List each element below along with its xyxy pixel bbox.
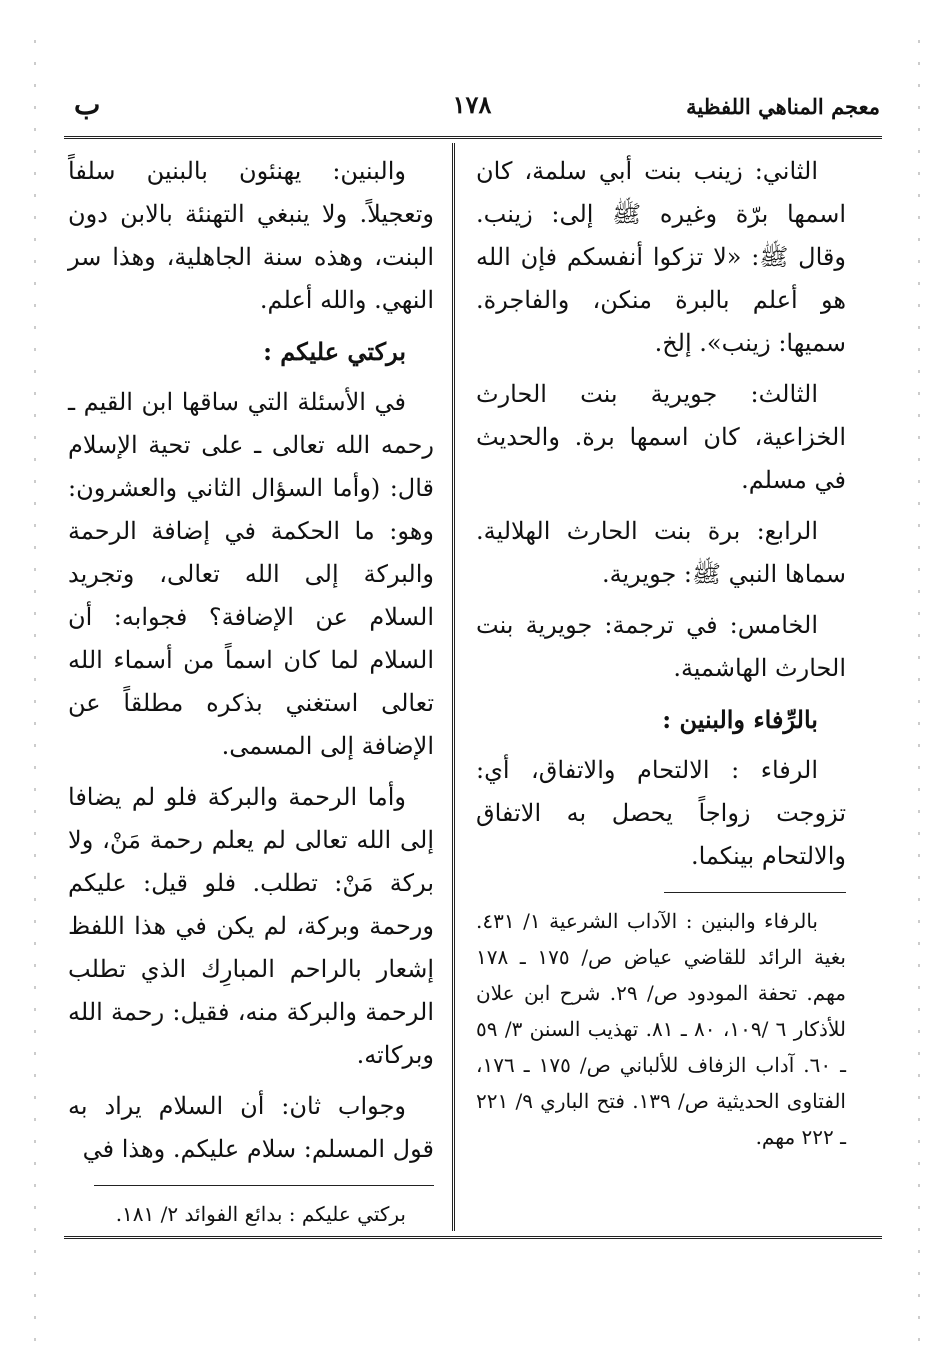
paragraph: وجواب ثان: أن السلام يراد به قول المسلم: سلام عليكم. وهذا في [68,1092,434,1163]
left-column [68,150,434,1232]
header-double-rule [64,136,882,142]
footnote-separator [94,1185,434,1186]
section-letter: ب [74,88,101,121]
footer-double-rule [64,1236,882,1242]
paragraph: الثالث: جويرية بنت الحارث الخزاعية، كان اسمها برة. والحديث في مسلم. [476,380,846,494]
footnote-text: بالرفاء والبنين : الآداب الشرعية ١/ ٤٣١. بغية الرائد للقاضي عياض ص/ ١٧٥ ـ ١٧٨ مهم. تحفة المودود ص/ ٢٩. شرح ابن علان للأذكار ٦ /١٠٩، ٨٠ ـ ٨١. تهذيب السنن ٣/ ٥٩ ـ ٦٠. آداب الزفاف للألباني ص/ ١٧٥ ـ ١٧٦، الفتاوى الحديثية ص/ ١٣٩. فتح الباري ٩/ ٢٢١ ـ ٢٢٢ مهم. [476,909,847,1149]
scan-margin-dots-right [918,40,920,1342]
footnote-text: بركتي عليكم : بدائع الفوائد ٢/ ١٨١. [115,1202,406,1226]
paragraph: الرفاء : الالتحام والاتفاق، أي: تزوجت زواجاً يحصل به الاتفاق والالتحام بينكما. [476,756,846,870]
page-number: ١٧٨ [452,90,492,119]
footnote [476,903,846,1155]
footnote [68,1196,434,1232]
running-title: معجم المناهي اللفظية [686,94,880,119]
footnote-separator [664,892,846,893]
paragraph: وأما الرحمة والبركة فلو لم يضافا إلى الله تعالى لم يعلم رحمة مَنْ، ولا بركة مَنْ: تطلب. فلو قيل: عليكم ورحمة وبركة، لم يكن في هذا اللفظ إشعار بالراحم المبارِك الذي تطلب الرحمة والبركة منه، فقيل: رحمة الله وبركاته. [68,783,434,1069]
scan-margin-dots-left [34,40,36,1342]
column-divider [452,143,455,1231]
right-column [476,150,846,1155]
entry-heading: بركتي عليكم : [263,337,406,366]
entry-heading: بالرِّفاء والبنين : [662,705,818,734]
paragraph: الثاني: زينب بنت أبي سلمة، كان اسمها برّة وغيره ﷺ إلى: زينب. وقال ﷺ: «لا تزكوا أنفسكم فإن الله هو أعلم بالبرة منكن، والفاجرة. سميها: زينب». إلخ. [476,157,846,357]
page-header [60,84,884,134]
paragraph: الرابع: برة بنت الحارث الهلالية. سماها النبي ﷺ: جويرية. [476,517,846,588]
paragraph: الخامس: في ترجمة: جويرية بنت الحارث الهاشمية. [476,611,846,682]
paragraph: والبنين: يهنئون بالبنين سلفاً وتعجيلاً. ولا ينبغي التهنئة بالابن دون البنت، وهذه سنة الجاهلية، وهذا سر النهي. والله أعلم. [68,157,434,314]
paragraph: في الأسئلة التي ساقها ابن القيم ـ رحمه الله تعالى ـ على تحية الإسلام قال: (وأما السؤال الثاني والعشرون: وهو: ما الحكمة في إضافة الرحمة والبركة إلى الله تعالى، وتجريد السلام عن الإضافة؟ فجوابه: أن السلام لما كان اسماً من أسماء الله تعالى استغني بذكره مطلقاً عن الإضافة إلى المسمى. [68,388,434,760]
